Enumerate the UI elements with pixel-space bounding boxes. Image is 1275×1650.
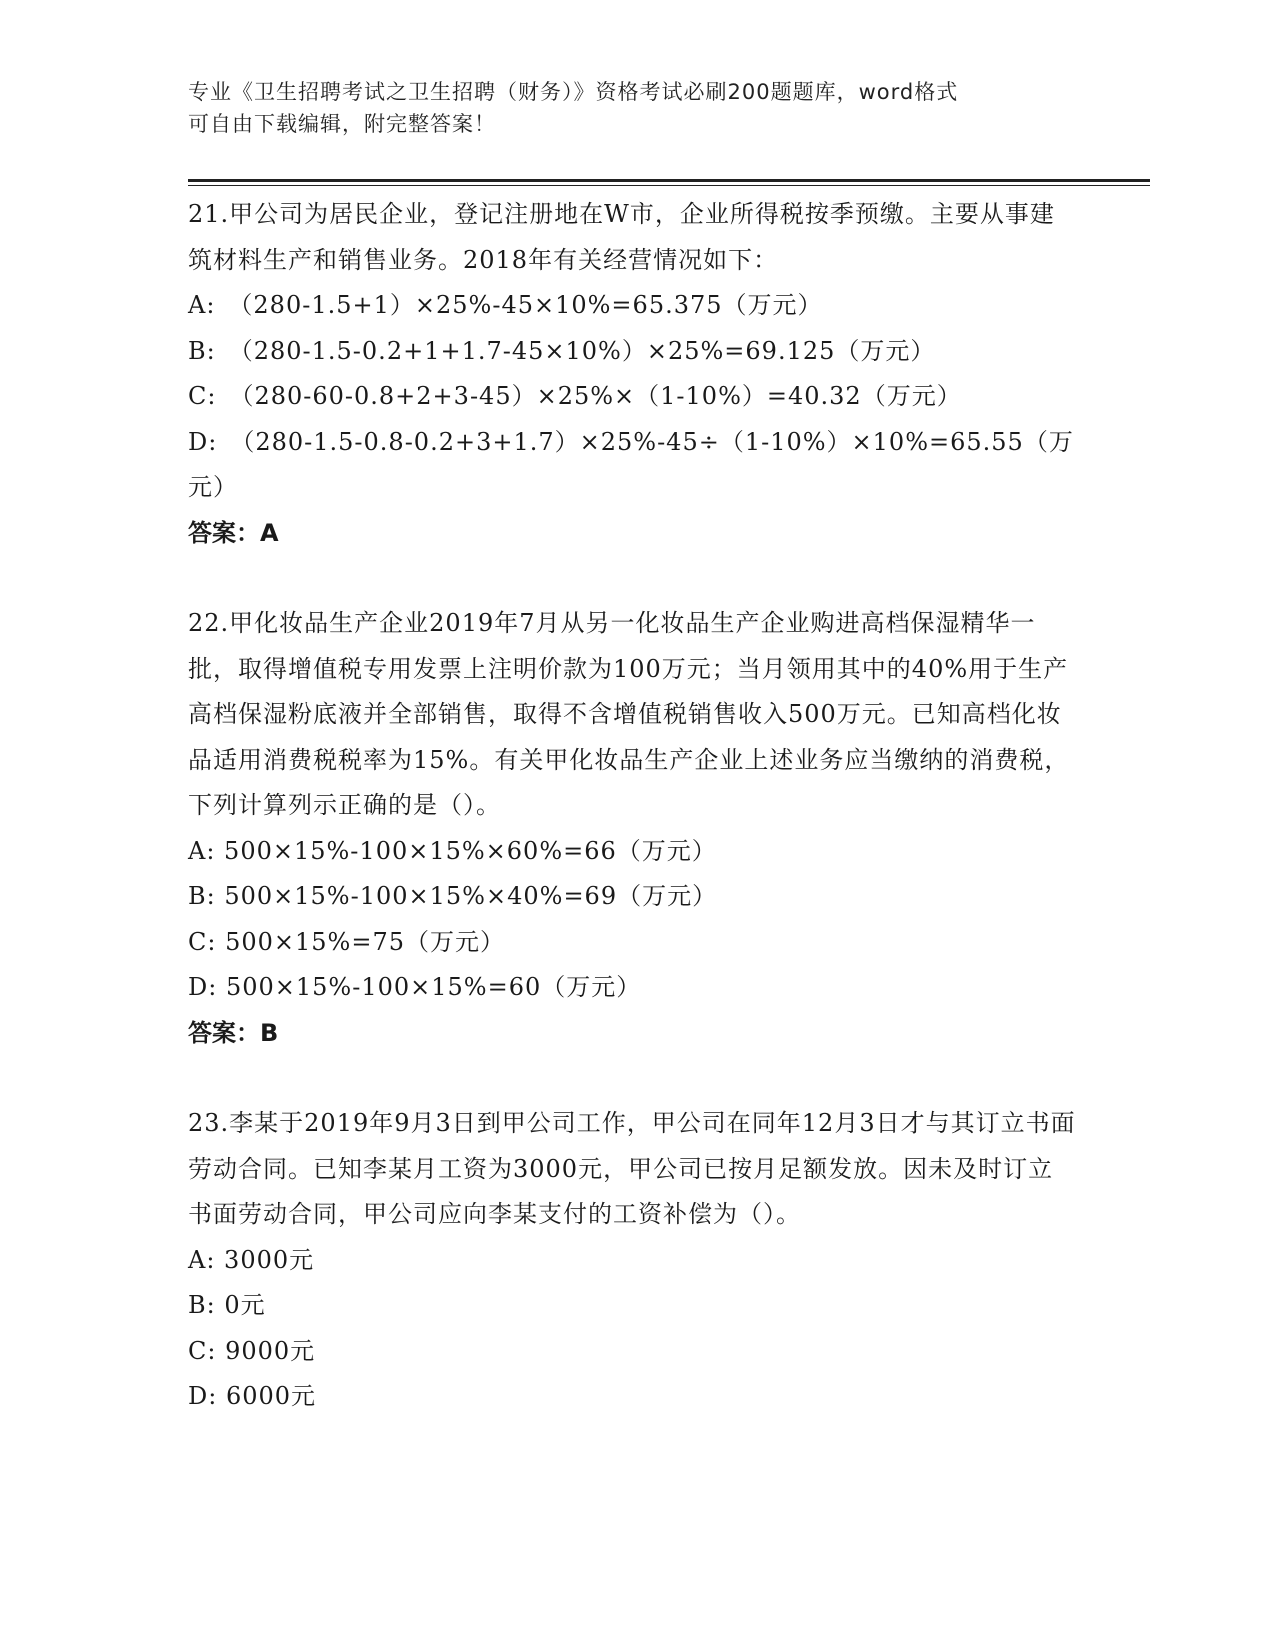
question-23 [188, 1101, 1078, 1420]
question-stem: 23.李某于2019年9月3日到甲公司工作，甲公司在同年12月3日才与其订立书面劳动合同。已知李某月工资为3000元，甲公司已按月足额发放。因未及时订立书面劳动合同，甲公司应向李某支付的工资补偿为（）。 [188, 1109, 1076, 1228]
header-line-1: 专业《卫生招聘考试之卫生招聘（财务）》资格考试必刷200题题库，word格式 [188, 80, 959, 104]
option-b: B: 0元 [188, 1291, 266, 1319]
answer-text: 答案：B [188, 1018, 279, 1047]
question-22 [188, 601, 1078, 1056]
question-stem: 21.甲公司为居民企业，登记注册地在W市，企业所得税按季预缴。主要从事建筑材料生产和销售业务。2018年有关经营情况如下： [188, 200, 1055, 274]
question-21 [188, 192, 1078, 556]
option-c: C: 500×15%=75（万元） [188, 927, 505, 956]
header-divider-thin [188, 185, 1150, 186]
option-a: A: （280-1.5+1）×25%-45×10%=65.375（万元） [188, 291, 823, 319]
document-header [188, 76, 1068, 140]
option-d: D: 500×15%-100×15%=60（万元） [188, 973, 642, 1001]
option-c: C: （280-60-0.8+2+3-45）×25%×（1-10%）=40.32（万元） [188, 382, 962, 410]
option-d: D: 6000元 [188, 1382, 317, 1410]
option-a: A: 500×15%-100×15%×60%=66（万元） [188, 836, 717, 865]
header-line-2: 可自由下载编辑，附完整答案！ [188, 112, 496, 136]
question-list [188, 192, 1078, 1420]
header-divider-thick [188, 179, 1150, 182]
option-b: B: （280-1.5-0.2+1+1.7-45×10%）×25%=69.125（万元） [188, 336, 936, 365]
question-stem: 22.甲化妆品生产企业2019年7月从另一化妆品生产企业购进高档保湿精华一批，取得增值税专用发票上注明价款为100万元；当月领用其中的40%用于生产高档保湿粉底液并全部销售，取得不含增值税销售收入500万元。已知高档化妆品适用消费税税率为15%。有关甲化妆品生产企业上述业务应当缴纳的消费税，下列计算列示正确的是（）。 [188, 609, 1070, 819]
option-c: C: 9000元 [188, 1336, 316, 1365]
option-d: D: （280-1.5-0.8-0.2+3+1.7）×25%-45÷（1-10%）×10%=65.55（万元） [188, 427, 1074, 501]
answer-text: 答案：A [188, 518, 279, 547]
option-a: A: 3000元 [188, 1245, 315, 1274]
option-b: B: 500×15%-100×15%×40%=69（万元） [188, 882, 718, 910]
